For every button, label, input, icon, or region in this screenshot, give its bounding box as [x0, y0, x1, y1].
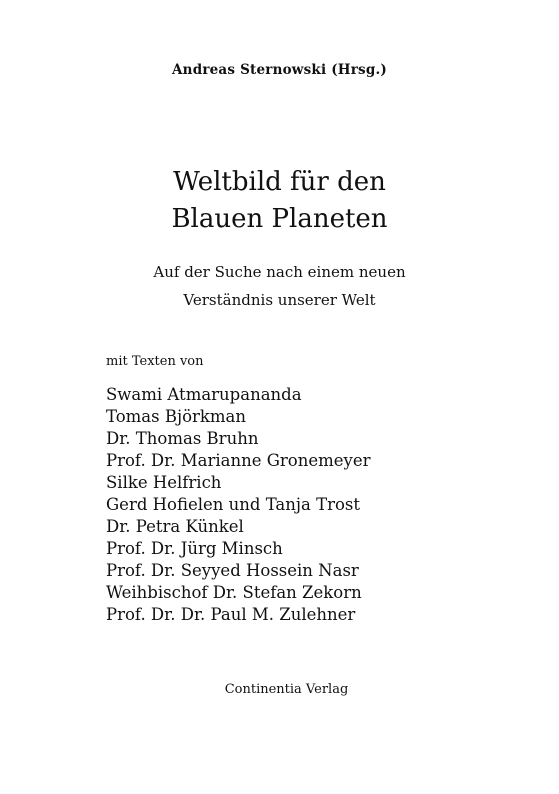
contributor-item: Prof. Dr. Seyyed Hossein Nasr [106, 561, 359, 580]
contributors-list [106, 384, 371, 626]
editor-line: Andreas Sternowski (Hrsg.) [172, 62, 387, 78]
contributor-item: Weihbischof Dr. Stefan Zekorn [106, 583, 362, 602]
contributor-item: Silke Helfrich [106, 473, 222, 492]
contributor-item: Prof. Dr. Dr. Paul M. Zulehner [106, 605, 356, 624]
contributor-item: Tomas Björkman [106, 407, 247, 426]
book-subtitle-line-1: Auf der Suche nach einem neuen [153, 263, 406, 281]
book-subtitle [0, 258, 559, 314]
book-title-line-1: Weltbild für den [173, 167, 386, 197]
contributor-item: Prof. Dr. Jürg Minsch [106, 539, 283, 558]
book-subtitle-line-2: Verständnis unserer Welt [183, 291, 376, 309]
book-title [0, 164, 559, 238]
contributor-item: Dr. Petra Künkel [106, 517, 244, 536]
contributor-item: Swami Atmarupananda [106, 385, 302, 404]
contributors-intro: mit Texten von [106, 354, 204, 369]
contributor-item: Prof. Dr. Marianne Gronemeyer [106, 451, 371, 470]
contributor-item: Gerd Hofielen und Tanja Trost [106, 495, 361, 514]
contributor-item: Dr. Thomas Bruhn [106, 429, 259, 448]
book-title-line-2: Blauen Planeten [171, 204, 388, 234]
publisher-name: Continentia Verlag [224, 682, 349, 697]
